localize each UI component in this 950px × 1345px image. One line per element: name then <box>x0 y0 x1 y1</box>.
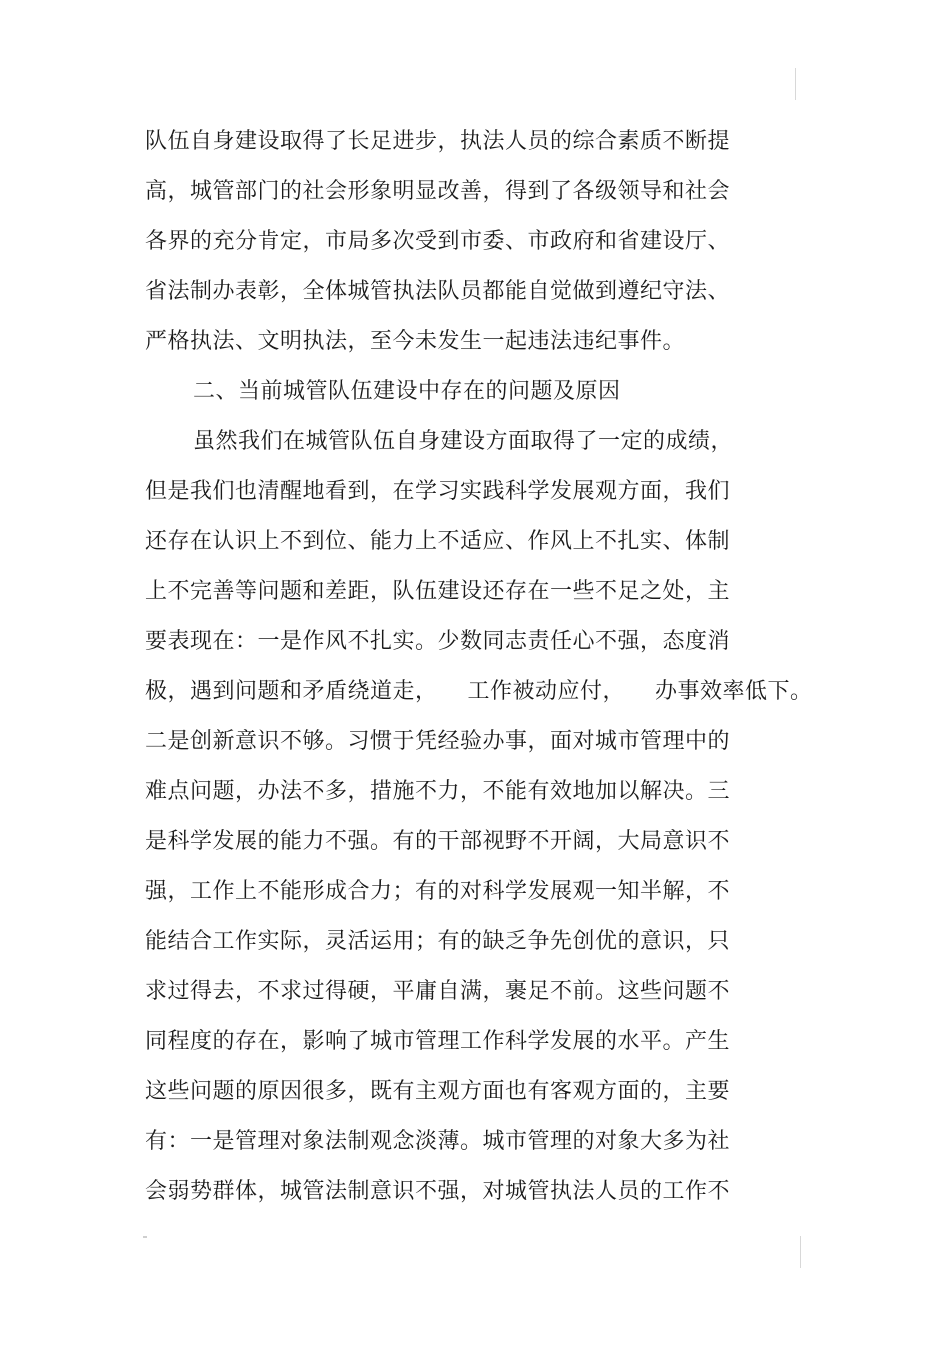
text-line: 强，工作上不能形成合力；有的对科学发展观一知半解，不 <box>145 879 731 904</box>
body-text <box>145 122 813 1222</box>
section-heading: 二、当前城管队伍建设中存在的问题及原因 <box>193 379 621 404</box>
text-line: 会弱势群体，城管法制意识不强，对城管执法人员的工作不 <box>145 1179 731 1204</box>
text-line: 难点问题，办法不多，措施不力，不能有效地加以解决。三 <box>145 779 731 804</box>
text-line: 要表现在：一是作风不扎实。少数同志责任心不强，态度消 <box>145 629 731 654</box>
text-line: 二是创新意识不够。习惯于凭经验办事，面对城市管理中的 <box>145 729 731 754</box>
text-line: 求过得去，不求过得硬，平庸自满，裹足不前。这些问题不 <box>145 979 731 1004</box>
text-line: 还存在认识上不到位、能力上不适应、作风上不扎实、体制 <box>145 529 731 554</box>
text-line: 但是我们也清醒地看到，在学习实践科学发展观方面，我们 <box>145 479 731 504</box>
text-line: 高，城管部门的社会形象明显改善，得到了各级领导和社会 <box>145 179 731 204</box>
corner-mark <box>143 1236 147 1238</box>
text-line: 省法制办表彰，全体城管执法队员都能自觉做到遵纪守法、 <box>145 279 731 304</box>
text-line: 同程度的存在，影响了城市管理工作科学发展的水平。产生 <box>145 1029 731 1054</box>
text-line: 虽然我们在城管队伍自身建设方面取得了一定的成绩， <box>193 429 734 454</box>
text-line: 这些问题的原因很多，既有主观方面也有客观方面的，主要 <box>145 1079 731 1104</box>
text-line: 严格执法、文明执法，至今未发生一起违法违纪事件。 <box>145 329 686 354</box>
margin-rule-top <box>795 68 796 100</box>
text-line: 是科学发展的能力不强。有的干部视野不开阔，大局意识不 <box>145 829 731 854</box>
margin-rule-bottom <box>800 1236 801 1268</box>
text-line: 队伍自身建设取得了长足进步，执法人员的综合素质不断提 <box>145 129 731 154</box>
text-line: 上不完善等问题和差距，队伍建设还存在一些不足之处，主 <box>145 579 731 604</box>
text-line: 极，遇到问题和矛盾绕道走， 工作被动应付， 办事效率低下。 <box>145 679 813 704</box>
text-line: 有：一是管理对象法制观念淡薄。城市管理的对象大多为社 <box>145 1129 731 1154</box>
text-line: 能结合工作实际，灵活运用；有的缺乏争先创优的意识，只 <box>145 929 731 954</box>
text-line: 各界的充分肯定，市局多次受到市委、市政府和省建设厅、 <box>145 229 731 254</box>
